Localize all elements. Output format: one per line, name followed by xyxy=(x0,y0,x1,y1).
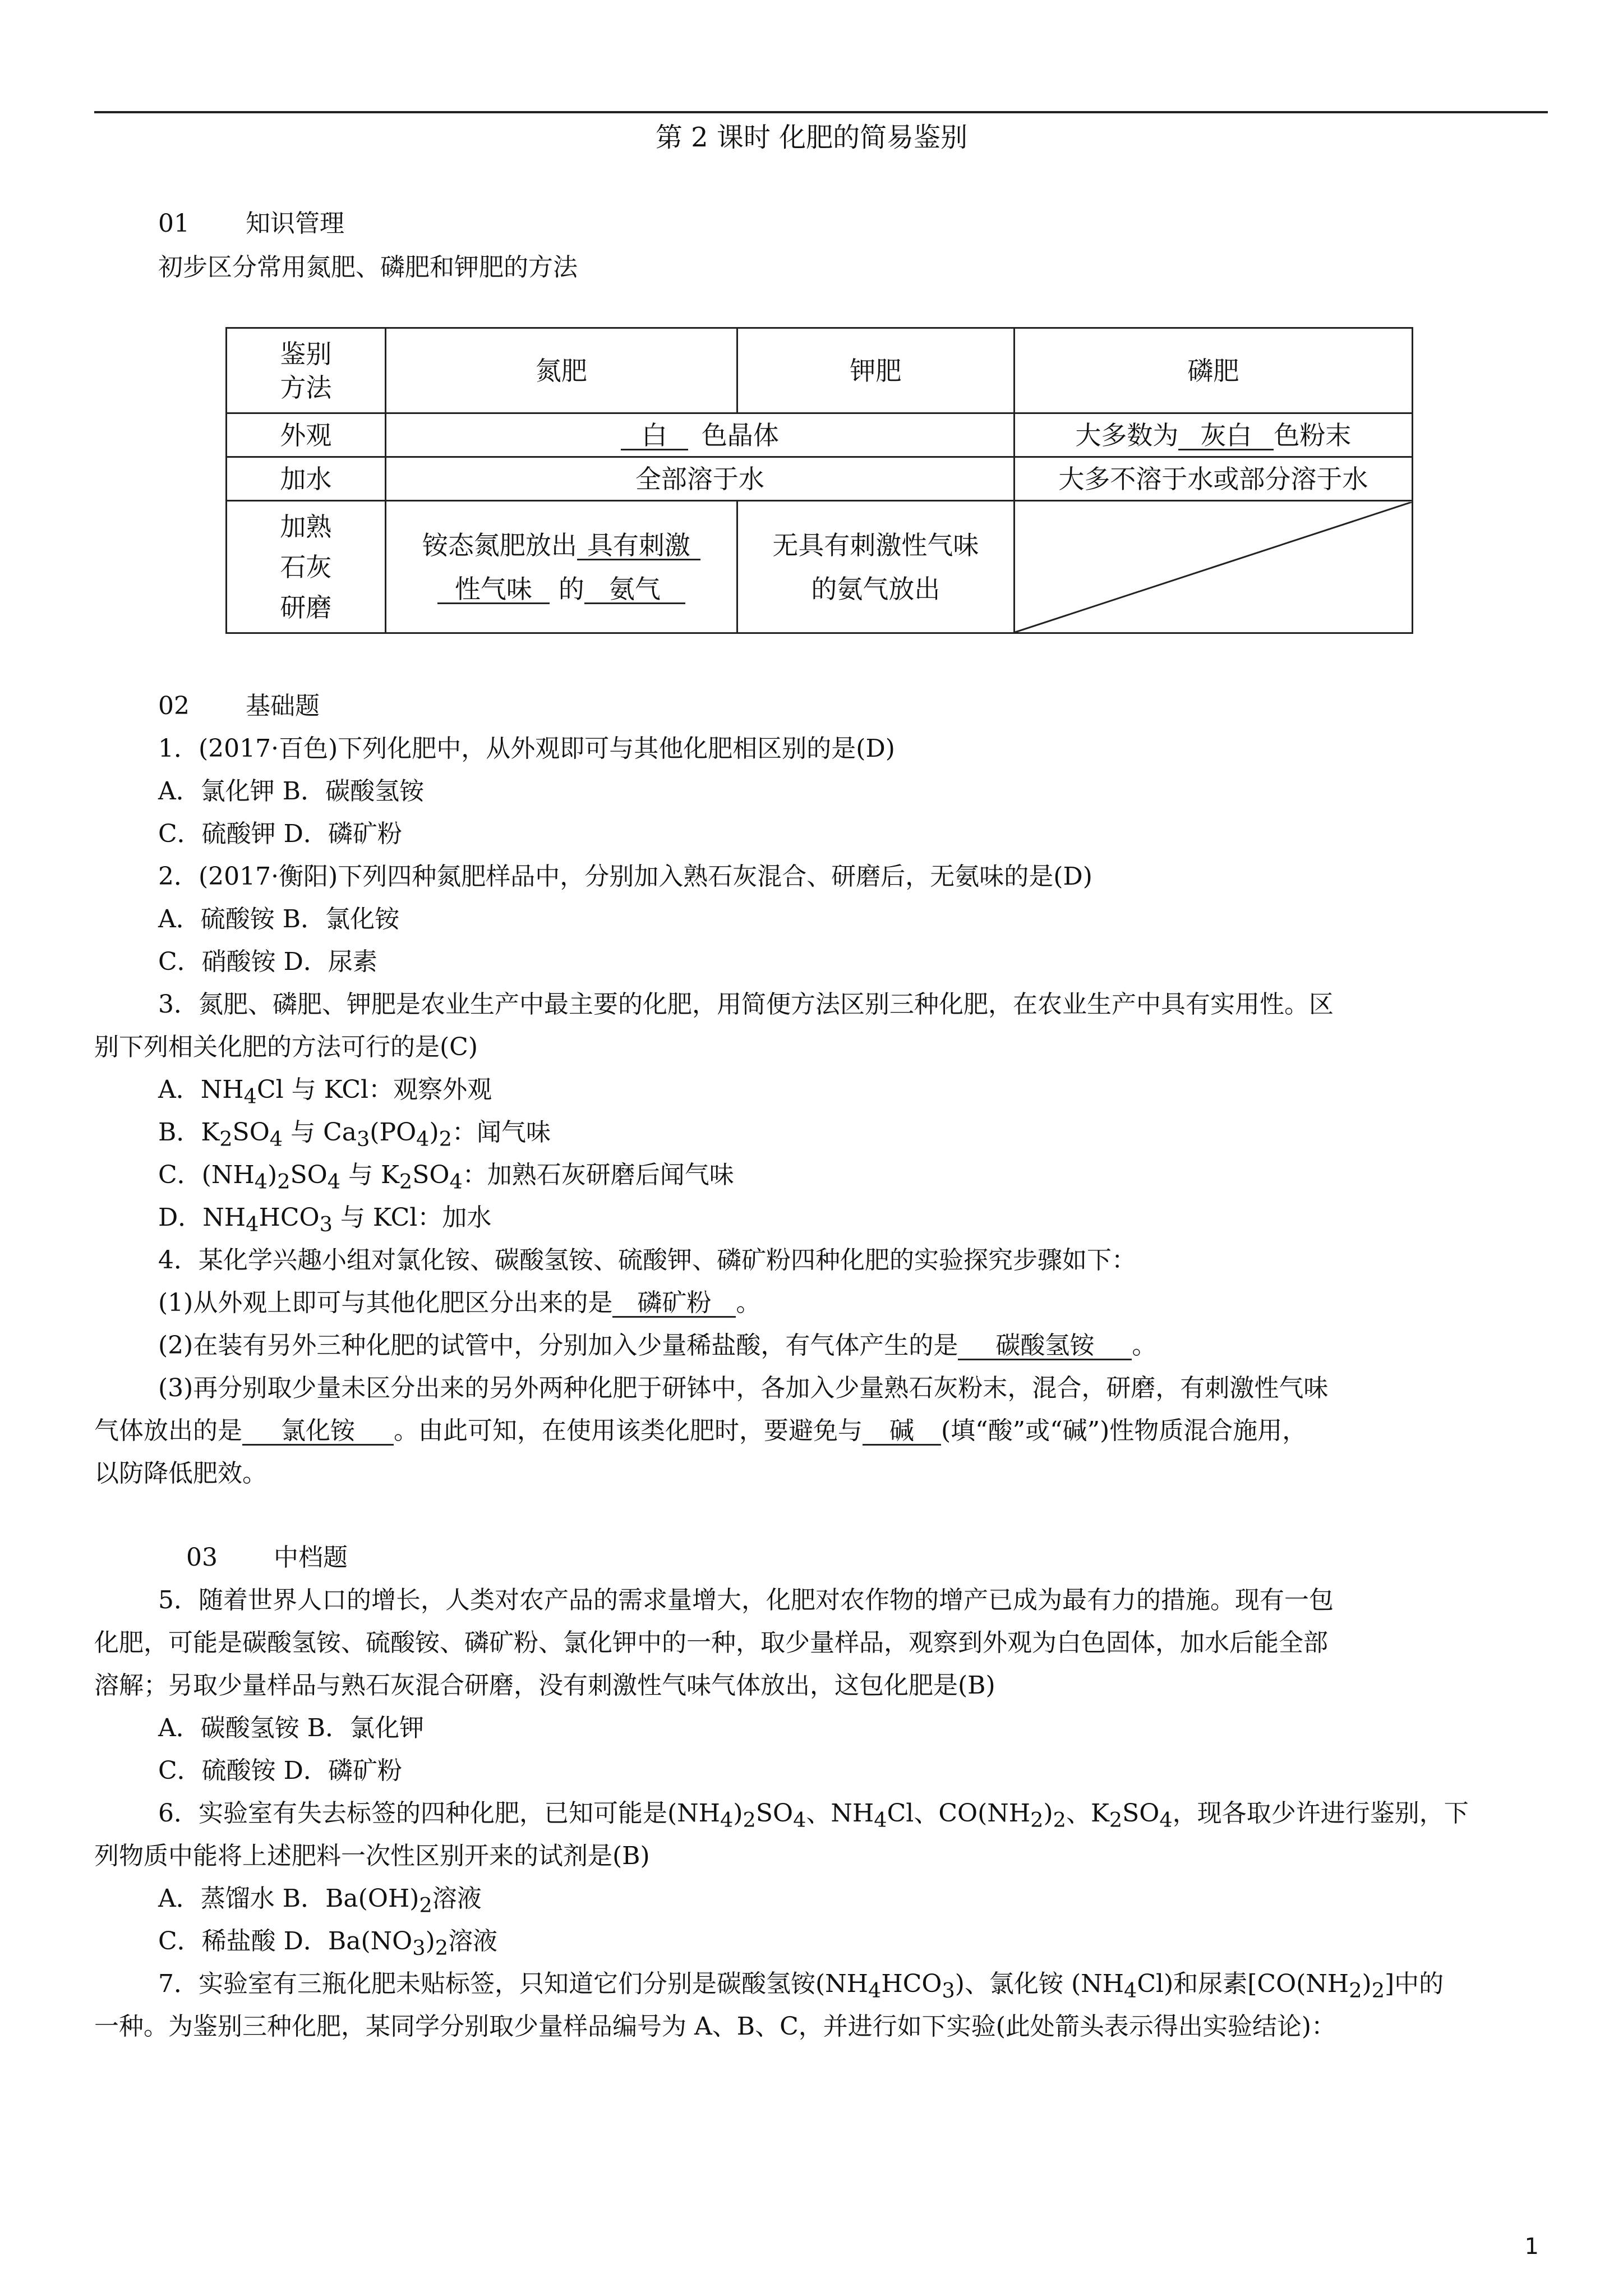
table-cell-np-water: 全部溶于水 xyxy=(385,457,1014,501)
table-row-label-appearance: 外观 xyxy=(227,413,386,457)
q5-options-cd: C．硫酸铵 D．磷矿粉 xyxy=(158,1756,402,1785)
q4-part-3-line-3: 以防降低肥效。 xyxy=(94,1459,267,1488)
q6-line-2: 列物质中能将上述肥料一次性区别开来的试剂是(B) xyxy=(94,1842,650,1870)
table-cell-p-water: 大多不溶于水或部分溶于水 xyxy=(1014,457,1412,501)
table-row-label-lime: 加熟 石灰 研磨 xyxy=(227,501,386,633)
table-cell-n-lime: 铵态氮肥放出 具有刺激 性气味 的 氨气 xyxy=(385,501,737,633)
top-rule xyxy=(94,111,1548,113)
table-header-potassium: 钾肥 xyxy=(737,328,1014,413)
q3-line-2: 别下列相关化肥的方法可行的是(C) xyxy=(94,1033,478,1061)
section-3-header: 03 中档题 xyxy=(186,1543,348,1572)
q3-option-a: A．$NH_4Cl$ 与 KCl：观察外观 xyxy=(158,1075,492,1108)
q5-line-2: 化肥，可能是碳酸氢铵、硫酸铵、磷矿粉、氯化钾中的一种，取少量样品，观察到外观为白色固体，加水后能全部 xyxy=(94,1628,1328,1657)
table-header-phosphorus: 磷肥 xyxy=(1014,328,1412,413)
table-cell-p-lime-slash xyxy=(1014,501,1412,633)
section-number: 01 xyxy=(158,209,190,238)
section-1-header xyxy=(158,203,344,239)
table-cell-np-appearance: 白 色晶体 xyxy=(385,413,1014,457)
fertilizer-table xyxy=(225,327,1413,634)
q2-options-cd: C．硝酸铵 D．尿素 xyxy=(158,947,377,976)
q1-stem: 1．(2017·百色)下列化肥中，从外观即可与其他化肥相区别的是(D) xyxy=(158,734,895,763)
section-1-intro: 初步区分常用氮肥、磷肥和钾肥的方法 xyxy=(158,253,578,282)
q5-options-ab: A．碳酸氢铵 B．氯化钾 xyxy=(158,1714,425,1742)
q2-options-ab: A．硫酸铵 B．氯化铵 xyxy=(158,905,400,933)
section-name: 知识管理 xyxy=(246,209,344,238)
q1-options-cd: C．硫酸钾 D．磷矿粉 xyxy=(158,820,402,848)
table-cell-p-appearance: 大多数为 灰白 色粉末 xyxy=(1014,413,1412,457)
page-number: 1 xyxy=(1524,2234,1539,2260)
q4-part-1: (1)从外观上即可与其他化肥区分出来的是 磷矿粉 。 xyxy=(158,1289,761,1317)
q5-line-1: 5．随着世界人口的增长，人类对农产品的需求量增大，化肥对农作物的增产已成为最有力的措施。现有一包 xyxy=(158,1586,1334,1614)
section-2-header: 02 基础题 xyxy=(158,692,320,720)
q4-part-3-line-1: (3)再分别取少量未区分出来的另外两种化肥于研钵中，各加入少量熟石灰粉末，混合，研磨，有刺激性气味 xyxy=(158,1374,1329,1402)
q7-line-1: 7．实验室有三瓶化肥未贴标签，只知道它们分别是碳酸氢铵$(NH_4HCO_3)$、氯化铵 $(NH_4Cl)$和尿素$[CO(NH_2)_2]$中的 xyxy=(158,1970,1444,2003)
q4-part-2: (2)在装有另外三种化肥的试管中，分别加入少量稀盐酸，有气体产生的是 碳酸氢铵 。 xyxy=(158,1331,1157,1360)
q3-option-c: C．$(NH_4)_2SO_4$ 与 $K_2SO_4$：加熟石灰研磨后闻气味 xyxy=(158,1161,734,1194)
table-header-method: 鉴别 方法 xyxy=(227,328,386,413)
table-row-label-water: 加水 xyxy=(227,457,386,501)
q2-stem: 2．(2017·衡阳)下列四种氮肥样品中，分别加入熟石灰混合、研磨后，无氨味的是(D) xyxy=(158,862,1092,891)
q1-options-ab: A．氯化钾 B．碳酸氢铵 xyxy=(158,777,425,806)
q3-option-b: B．$K_2SO_4$ 与 $Ca_3(PO_4)_2$：闻气味 xyxy=(158,1118,551,1151)
table-cell-k-lime: 无具有刺激性气味 的氨气放出 xyxy=(737,501,1014,633)
page-title: 第 2 课时 化肥的简易鉴别 xyxy=(655,122,968,153)
q5-line-3: 溶解；另取少量样品与熟石灰混合研磨，没有刺激性气味气体放出，这包化肥是(B) xyxy=(94,1671,995,1700)
q3-line-1: 3．氮肥、磷肥、钾肥是农业生产中最主要的化肥，用简便方法区别三种化肥，在农业生产中具有实用性。区 xyxy=(158,990,1334,1019)
q4-stem: 4．某化学兴趣小组对氯化铵、碳酸氢铵、硫酸钾、磷矿粉四种化肥的实验探究步骤如下： xyxy=(158,1246,1136,1274)
q3-option-d: D．$NH_4HCO_3$ 与 KCl：加水 xyxy=(158,1203,492,1236)
q6-line-1: 6．实验室有失去标签的四种化肥，已知可能是$(NH_4)_2SO_4$、$NH_4Cl$、$CO(NH_2)_2$、$K_2SO_4$，现各取少许进行鉴别，下 xyxy=(158,1799,1469,1832)
q6-options-cd: C．稀盐酸 D．$Ba(NO_3)_2$溶液 xyxy=(158,1927,498,1960)
q7-line-2: 一种。为鉴别三种化肥，某同学分别取少量样品编号为 A、B、C，并进行如下实验(此处箭头表示得出实验结论)： xyxy=(94,2012,1336,2041)
table-header-nitrogen: 氮肥 xyxy=(385,328,737,413)
q4-part-3-line-2: 气体放出的是 氯化铵 。由此可知，在使用该类化肥时，要避免与 碱 (填“酸”或“碱”)性物质混合施用， xyxy=(94,1416,1307,1445)
q6-options-ab: A．蒸馏水 B．$Ba(OH)_2$溶液 xyxy=(158,1884,482,1917)
